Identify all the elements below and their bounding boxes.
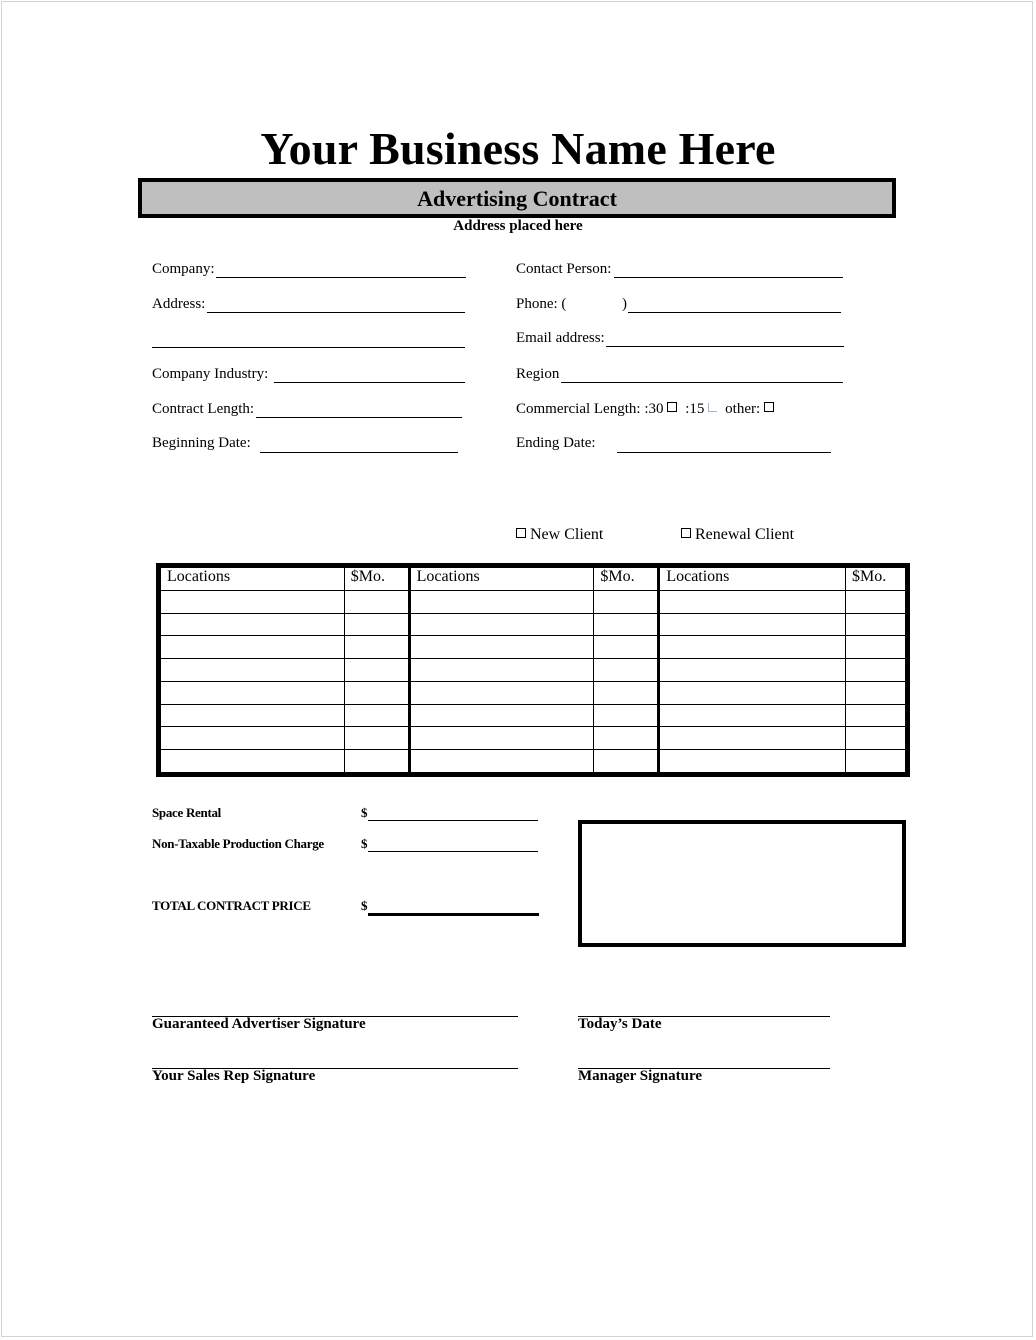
price-cell[interactable]: [594, 659, 659, 682]
location-cell[interactable]: [659, 636, 846, 659]
new-client-checkbox[interactable]: [516, 528, 526, 538]
commercial-length-label: Commercial Length:: [516, 401, 641, 417]
location-cell[interactable]: [659, 681, 846, 704]
location-cell[interactable]: [659, 727, 846, 750]
option-30-checkbox[interactable]: [667, 402, 677, 412]
industry-label: Company Industry:: [152, 366, 269, 382]
price-cell[interactable]: [344, 681, 409, 704]
locations-table: [160, 567, 906, 773]
header-price-1: $Mo.: [344, 568, 409, 591]
table-row: [161, 613, 906, 636]
location-cell[interactable]: [659, 750, 846, 773]
locations-table-frame: [156, 563, 910, 777]
location-cell[interactable]: [409, 750, 594, 773]
location-cell[interactable]: [161, 681, 345, 704]
location-cell[interactable]: [659, 659, 846, 682]
ending-date-field[interactable]: [617, 437, 831, 453]
manager-signature-label: Manager Signature: [578, 1068, 703, 1084]
renewal-client-option[interactable]: [681, 526, 794, 544]
beginning-date-label: Beginning Date:: [152, 435, 251, 451]
option-30-label: :30: [644, 401, 664, 417]
production-charge-currency: $: [361, 836, 368, 851]
renewal-client-label: Renewal Client: [695, 526, 795, 543]
total-price-label: TOTAL CONTRACT PRICE: [152, 898, 311, 913]
location-cell[interactable]: [659, 590, 846, 613]
new-client-option[interactable]: [516, 526, 603, 544]
price-cell[interactable]: [846, 704, 906, 727]
table-row: [161, 727, 906, 750]
header-price-2: $Mo.: [594, 568, 659, 591]
phone-label: Phone: (: [516, 296, 567, 312]
price-cell[interactable]: [594, 636, 659, 659]
space-rental-field[interactable]: [368, 806, 538, 821]
table-row: [161, 681, 906, 704]
contact-person-label: Contact Person:: [516, 261, 612, 277]
total-price-field[interactable]: [368, 899, 539, 916]
option-15-label: :15: [685, 401, 705, 417]
header-locations-2: Locations: [409, 568, 594, 591]
production-charge-field[interactable]: [368, 837, 538, 852]
table-row: [161, 704, 906, 727]
manager-signature-line[interactable]: [578, 1054, 830, 1069]
option-other-checkbox[interactable]: [764, 402, 774, 412]
location-cell[interactable]: [161, 727, 345, 750]
header-locations-3: Locations: [659, 568, 846, 591]
total-price-currency: $: [361, 898, 368, 913]
contract-title-banner: [138, 178, 896, 218]
location-cell[interactable]: [409, 659, 594, 682]
renewal-client-checkbox[interactable]: [681, 528, 691, 538]
commercial-length-row: [516, 401, 778, 418]
location-cell[interactable]: [409, 636, 594, 659]
price-cell[interactable]: [344, 750, 409, 773]
contract-length-label: Contract Length:: [152, 401, 255, 417]
price-cell[interactable]: [846, 613, 906, 636]
company-label: Company:: [152, 261, 215, 277]
location-cell[interactable]: [409, 704, 594, 727]
price-cell[interactable]: [344, 727, 409, 750]
location-cell[interactable]: [161, 613, 345, 636]
space-rental-currency: $: [361, 805, 368, 820]
table-row: [161, 750, 906, 773]
price-cell[interactable]: [846, 727, 906, 750]
email-field[interactable]: [606, 331, 844, 347]
price-cell[interactable]: [846, 750, 906, 773]
table-row: [161, 590, 906, 613]
new-client-label: New Client: [530, 526, 604, 543]
region-field[interactable]: [561, 367, 843, 383]
industry-field[interactable]: [274, 367, 465, 383]
business-address: Address placed here: [453, 218, 583, 234]
price-cell[interactable]: [846, 636, 906, 659]
phone-close-paren: ): [622, 296, 627, 312]
todays-date-line[interactable]: [578, 1002, 830, 1017]
option-other-label: other:: [725, 401, 761, 417]
contact-person-field[interactable]: [614, 262, 843, 278]
price-cell[interactable]: [594, 613, 659, 636]
address-label: Address:: [152, 296, 206, 312]
table-row: [161, 636, 906, 659]
location-cell[interactable]: [161, 659, 345, 682]
location-cell[interactable]: [409, 727, 594, 750]
price-cell[interactable]: [594, 590, 659, 613]
contract-length-field[interactable]: [256, 402, 462, 418]
price-cell[interactable]: [344, 704, 409, 727]
price-cell[interactable]: [344, 613, 409, 636]
address-field-line-2[interactable]: [152, 332, 465, 348]
location-cell[interactable]: [161, 590, 345, 613]
location-cell[interactable]: [409, 590, 594, 613]
location-cell[interactable]: [161, 636, 345, 659]
advertiser-signature-line[interactable]: [152, 1002, 518, 1017]
email-label: Email address:: [516, 330, 605, 346]
location-cell[interactable]: [659, 704, 846, 727]
advertiser-signature-label: Guaranteed Advertiser Signature: [152, 1016, 366, 1032]
phone-field[interactable]: [628, 297, 841, 313]
price-cell[interactable]: [594, 750, 659, 773]
beginning-date-field[interactable]: [260, 437, 458, 453]
header-price-3: $Mo.: [846, 568, 906, 591]
price-cell[interactable]: [846, 590, 906, 613]
price-cell[interactable]: [594, 727, 659, 750]
production-charge-label: Non-Taxable Production Charge: [152, 836, 324, 851]
location-cell[interactable]: [409, 613, 594, 636]
table-row: [161, 659, 906, 682]
header-locations-1: Locations: [161, 568, 345, 591]
price-cell[interactable]: [594, 704, 659, 727]
location-cell[interactable]: [161, 750, 345, 773]
todays-date-label: Today’s Date: [578, 1016, 662, 1032]
location-cell[interactable]: [161, 704, 345, 727]
price-cell[interactable]: [344, 659, 409, 682]
location-cell[interactable]: [409, 681, 594, 704]
price-cell[interactable]: [594, 681, 659, 704]
price-cell[interactable]: [344, 636, 409, 659]
price-cell[interactable]: [846, 659, 906, 682]
contract-title: Advertising Contract: [417, 186, 617, 211]
sales-rep-signature-line[interactable]: [152, 1054, 518, 1069]
locations-header-row: [161, 568, 906, 591]
option-15-checkbox[interactable]: [708, 403, 717, 412]
ending-date-label: Ending Date:: [516, 435, 596, 451]
notes-box[interactable]: [578, 820, 906, 947]
address-field[interactable]: [207, 297, 465, 313]
location-cell[interactable]: [659, 613, 846, 636]
space-rental-label: Space Rental: [152, 805, 221, 820]
sales-rep-signature-label: Your Sales Rep Signature: [152, 1068, 316, 1084]
region-label: Region: [516, 366, 560, 382]
price-cell[interactable]: [846, 681, 906, 704]
business-name-title: Your Business Name Here: [260, 123, 776, 174]
price-cell[interactable]: [344, 590, 409, 613]
company-field[interactable]: [216, 262, 466, 278]
